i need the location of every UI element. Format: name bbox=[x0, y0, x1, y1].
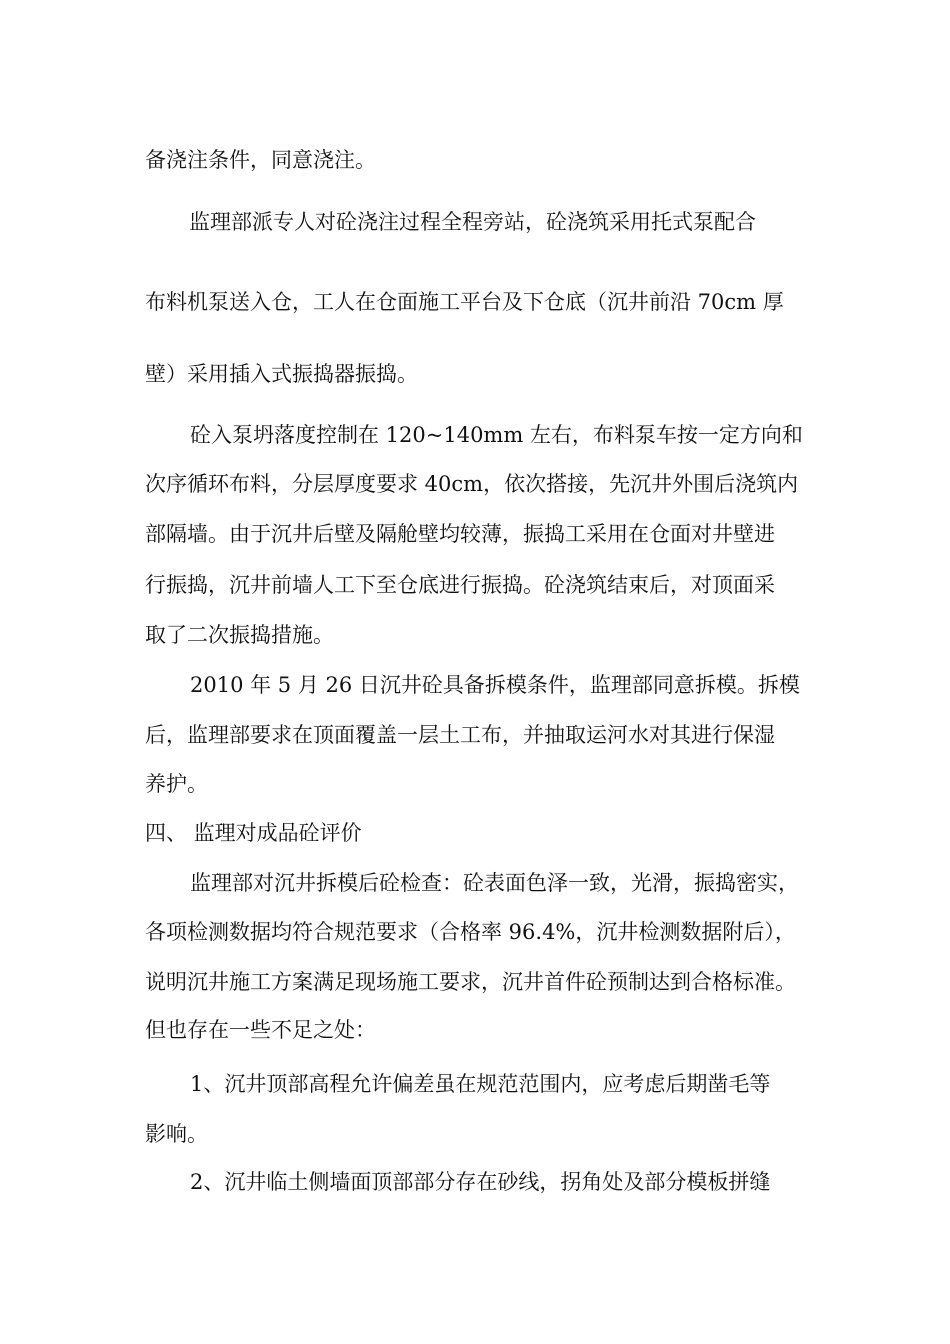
paragraph-line: 备浇注条件，同意浇注。 bbox=[145, 148, 376, 172]
paragraph-line: 砼入泵坍落度控制在 120~140mm 左右，布料泵车按一定方向和 bbox=[190, 423, 803, 447]
paragraph-line: 后，监理部要求在顶面覆盖一层土工布，并抽取运河水对其进行保湿 bbox=[145, 723, 775, 747]
paragraph-line: 布料机泵送入仓，工人在仓面施工平台及下仓底（沉井前沿 70cm 厚 bbox=[145, 290, 784, 314]
paragraph-line: 但也存在一些不足之处： bbox=[145, 1018, 376, 1042]
paragraph-line: 说明沉井施工方案满足现场施工要求，沉井首件砼预制达到合格标准。 bbox=[145, 970, 796, 994]
paragraph-line: 监理部对沉井拆模后砼检查：砼表面色泽一致，光滑，振捣密实， bbox=[190, 871, 799, 895]
list-item-line: 影响。 bbox=[145, 1122, 208, 1146]
paragraph-line: 行振捣，沉井前墙人工下至仓底进行振捣。砼浇筑结束后，对顶面采 bbox=[145, 573, 775, 597]
list-item-line: 1、沉井顶部高程允许偏差虽在规范范围内，应考虑后期凿毛等 bbox=[190, 1072, 771, 1096]
paragraph-line: 2010 年 5 月 26 日沉井砼具备拆模条件，监理部同意拆模。拆模 bbox=[190, 673, 800, 697]
paragraph-line: 壁）采用插入式振捣器振捣。 bbox=[145, 362, 418, 386]
paragraph-line: 各项检测数据均符合规范要求（合格率 96.4%，沉井检测数据附后）， bbox=[145, 920, 796, 944]
section-heading: 四、 监理对成品砼评价 bbox=[145, 821, 362, 845]
paragraph-line: 次序循环布料，分层厚度要求 40cm，依次搭接，先沉井外围后浇筑内 bbox=[145, 472, 799, 496]
paragraph-line: 监理部派专人对砼浇注过程全程旁站，砼浇筑采用托式泵配合 bbox=[189, 210, 756, 234]
paragraph-line: 部隔墙。由于沉井后壁及隔舱壁均较薄，振捣工采用在仓面对井壁进 bbox=[145, 522, 775, 546]
paragraph-line: 养护。 bbox=[145, 772, 208, 796]
paragraph-line: 取了二次振捣措施。 bbox=[145, 623, 334, 647]
list-item-line: 2、沉井临土侧墙面顶部部分存在砂线，拐角处及部分模板拼缝 bbox=[190, 1170, 771, 1194]
